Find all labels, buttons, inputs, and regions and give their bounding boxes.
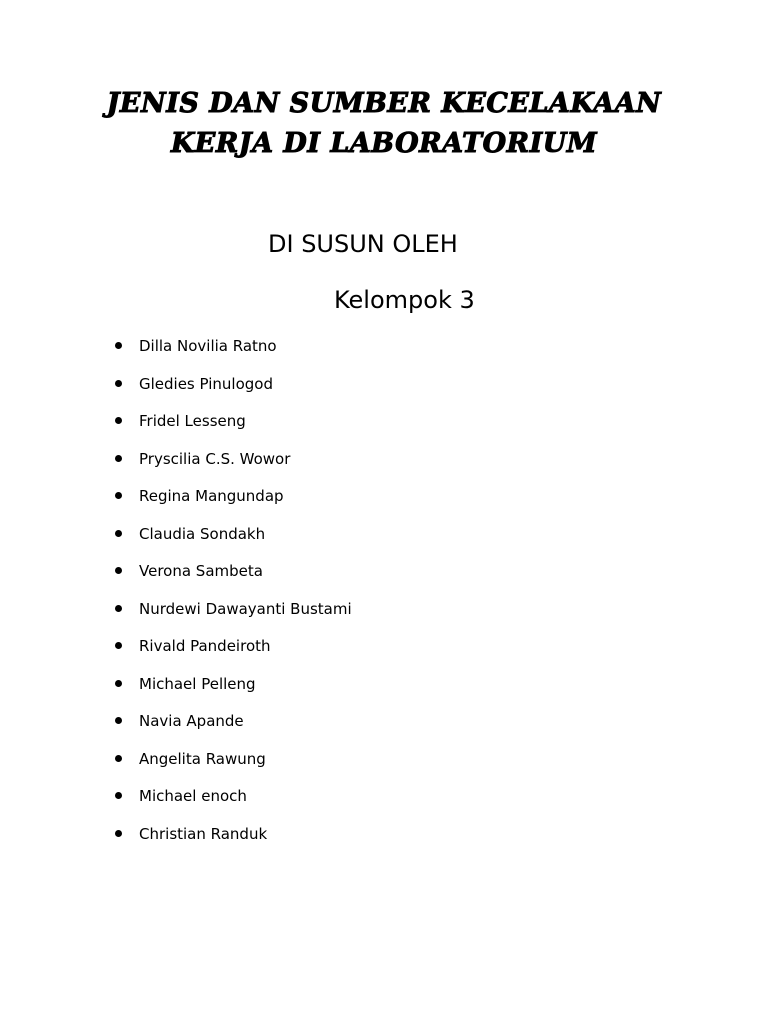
member-name: Gledies Pinulogod [139,374,273,393]
group-name: Kelompok 3 [334,286,475,314]
bullet-dot-icon [115,380,122,387]
member-name: Dilla Novilia Ratno [139,337,277,355]
member-name: Fridel Lesseng [139,412,246,430]
bullet-dot-icon [115,792,122,799]
bullet-dot-icon [115,492,122,499]
bullet-dot-icon [115,830,122,837]
member-name: Nurdewi Dawayanti Bustami [139,599,352,618]
bullet-dot-icon [115,680,122,687]
author-heading: DI SUSUN OLEH [268,230,458,258]
bullet-dot-icon [115,342,122,349]
member-name: Rivald Pandeiroth [139,637,271,655]
document-title-line-2: KERJA DI LABORATORIUM [170,128,598,159]
document-title-line-1: JENIS DAN SUMBER KECELAKAAN [106,88,662,119]
bullet-dot-icon [115,605,122,612]
member-name: Claudia Sondakh [139,524,266,543]
member-name: Michael enoch [139,787,247,805]
bullet-dot-icon [115,567,122,574]
member-name: Michael Pelleng [139,674,256,693]
member-name: Verona Sambeta [139,562,263,580]
member-name: Pryscilia C.S. Wowor [139,449,291,468]
bullet-dot-icon [115,455,122,462]
member-name: Navia Apande [139,712,244,730]
member-name: Regina Mangundap [139,487,284,505]
bullet-dot-icon [115,755,122,762]
bullet-dot-icon [115,717,122,724]
bullet-dot-icon [115,417,122,424]
bullet-dot-icon [115,642,122,649]
bullet-dot-icon [115,530,122,537]
member-name: Christian Randuk [139,824,268,843]
member-name: Angelita Rawung [139,749,266,768]
